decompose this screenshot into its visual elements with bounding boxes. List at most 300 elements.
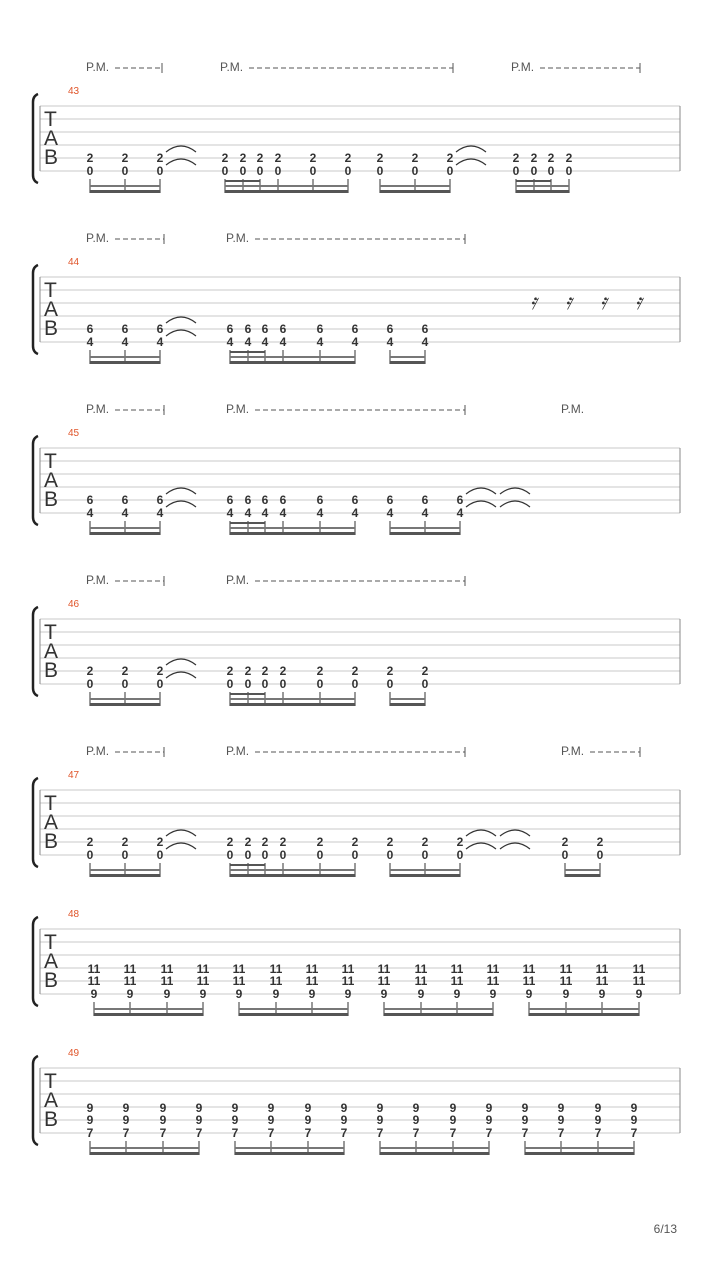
fret-number: 9 [598,987,606,1001]
fret-number: 9 [340,1101,348,1115]
fret-number: 0 [565,164,573,178]
fret-number: 11 [305,962,319,976]
fret-number: 11 [232,962,246,976]
beam-primary [90,703,160,706]
tab-note [161,962,174,1016]
fret-number: 0 [121,677,129,691]
fret-number: 4 [261,335,269,349]
fret-number: 2 [316,835,324,849]
fret-number: 9 [557,1113,565,1127]
tab-clef-letter: T [44,108,57,131]
fret-number: 0 [156,164,164,178]
beam-secondary [90,698,160,700]
beam-primary [90,532,160,535]
fret-number: 2 [316,664,324,678]
fret-number: 6 [421,322,429,336]
page-number: 6/13 [653,1222,677,1236]
tie-arc [466,843,496,849]
fret-number: 2 [351,664,359,678]
tab-note [123,1101,130,1155]
fret-number: 0 [309,164,317,178]
tab-clef-letter: A [44,1089,59,1112]
beam-sixteenth [230,864,265,866]
measure-number: 48 [68,909,80,920]
measure-number: 49 [68,1048,80,1059]
beam-primary [239,1013,348,1016]
fret-number: 9 [267,1113,275,1127]
fret-number: 11 [450,974,464,988]
fret-number: 0 [547,164,555,178]
fret-number: 0 [561,848,569,862]
fret-number: 11 [486,962,500,976]
tie-arc [500,830,530,836]
fret-number: 11 [377,974,391,988]
fret-number: 9 [126,987,134,1001]
beam-primary [94,1013,203,1016]
rest-symbol: 𝄿 [530,290,537,315]
fret-number: 6 [351,322,359,336]
fret-number: 2 [239,151,247,165]
fret-number: 0 [351,677,359,691]
fret-number: 2 [530,151,538,165]
fret-number: 11 [486,974,500,988]
fret-number: 11 [160,962,174,976]
beam-primary [380,1152,489,1155]
fret-number: 9 [525,987,533,1001]
fret-number: 7 [630,1126,638,1140]
fret-number: 11 [87,974,101,988]
tab-note [197,962,210,1016]
fret-number: 0 [316,677,324,691]
fret-number: 2 [86,151,94,165]
fret-number: 0 [156,677,164,691]
tie-arc [466,488,496,494]
rest-symbol: 𝄿 [635,290,642,315]
fret-number: 9 [594,1101,602,1115]
fret-number: 6 [226,322,234,336]
fret-number: 11 [632,974,646,988]
fret-number: 2 [86,664,94,678]
beam-sixteenth [225,180,260,182]
beam-primary [390,532,460,535]
fret-number: 11 [123,974,137,988]
fret-number: 4 [156,335,164,349]
beam-primary [225,190,348,193]
fret-number: 9 [159,1113,167,1127]
fret-number: 11 [595,974,609,988]
tab-clef-letter: A [44,127,59,150]
fret-number: 9 [562,987,570,1001]
fret-number: 11 [341,974,355,988]
beam-secondary [225,185,348,187]
beam-primary [230,361,355,364]
tab-note [522,1101,529,1155]
tab-note [268,1101,275,1155]
tab-note [523,962,536,1016]
fret-number: 0 [244,677,252,691]
fret-number: 2 [596,835,604,849]
tab-note [87,1101,94,1155]
measure-number: 47 [68,770,80,781]
fret-number: 11 [595,962,609,976]
fret-number: 9 [376,1101,384,1115]
beam-sixteenth [516,180,551,182]
tie-arc [166,159,196,165]
fret-number: 11 [559,974,573,988]
fret-number: 0 [274,164,282,178]
fret-number: 2 [547,151,555,165]
beam-secondary [384,1008,493,1010]
fret-number: 6 [261,493,269,507]
fret-number: 9 [344,987,352,1001]
beam-secondary [90,185,160,187]
fret-number: 6 [226,493,234,507]
tab-clef-letter: A [44,469,59,492]
tab-note [305,1101,312,1155]
fret-number: 2 [421,664,429,678]
fret-number: 6 [121,493,129,507]
fret-number: 9 [159,1101,167,1115]
beam-secondary [94,1008,203,1010]
fret-number: 0 [411,164,419,178]
fret-number: 9 [231,1113,239,1127]
fret-number: 2 [351,835,359,849]
fret-number: 0 [386,677,394,691]
tab-note [124,962,137,1016]
fret-number: 6 [316,493,324,507]
fret-number: 9 [453,987,461,1001]
fret-number: 11 [160,974,174,988]
tie-arc [166,659,196,665]
fret-number: 0 [86,848,94,862]
tab-system-48 [33,909,680,1016]
fret-number: 2 [244,664,252,678]
beam-primary [390,703,425,706]
fret-number: 9 [90,987,98,1001]
tie-arc [166,830,196,836]
fret-number: 2 [226,664,234,678]
beam-secondary [525,1147,634,1149]
palm-mute-label: P.M. [226,744,250,758]
fret-number: 9 [304,1113,312,1127]
fret-number: 2 [386,835,394,849]
tab-clef-letter: B [44,1108,59,1131]
fret-number: 0 [530,164,538,178]
fret-number: 2 [376,151,384,165]
fret-number: 4 [226,335,234,349]
beam-secondary [390,527,460,529]
fret-number: 4 [156,506,164,520]
fret-number: 4 [351,335,359,349]
fret-number: 0 [261,848,269,862]
fret-number: 11 [196,974,210,988]
fret-number: 4 [226,506,234,520]
fret-number: 4 [421,506,429,520]
fret-number: 9 [380,987,388,1001]
tab-note [595,1101,602,1155]
tab-system-46 [33,573,680,706]
beam-secondary [239,1008,348,1010]
tab-note [596,962,609,1016]
palm-mute-label: P.M. [226,573,250,587]
tab-note [451,962,464,1016]
system-bracket [33,917,38,1006]
fret-number: 7 [231,1126,239,1140]
fret-number: 9 [376,1113,384,1127]
tie-arc [456,159,486,165]
fret-number: 9 [417,987,425,1001]
system-bracket [33,436,38,525]
beam-secondary [380,185,450,187]
fret-number: 4 [121,506,129,520]
beam-secondary [230,869,355,871]
fret-number: 11 [196,962,210,976]
tie-arc [466,830,496,836]
fret-number: 11 [559,962,573,976]
measure-number: 44 [68,257,80,268]
fret-number: 11 [377,962,391,976]
tab-clef-letter: T [44,450,57,473]
tie-arc [166,146,196,152]
fret-number: 2 [279,835,287,849]
tab-note [486,1101,493,1155]
fret-number: 2 [221,151,229,165]
fret-number: 9 [195,1113,203,1127]
palm-mute-label: P.M. [220,60,244,74]
beam-primary [529,1013,639,1016]
fret-number: 7 [267,1126,275,1140]
fret-number: 2 [411,151,419,165]
tie-arc [166,330,196,336]
beam-primary [90,361,160,364]
beam-secondary [230,356,355,358]
tab-clef-letter: B [44,969,59,992]
system-bracket [33,778,38,867]
fret-number: 0 [316,848,324,862]
fret-number: 9 [235,987,243,1001]
fret-number: 4 [351,506,359,520]
beam-primary [230,532,355,535]
fret-number: 6 [421,493,429,507]
fret-number: 0 [261,677,269,691]
fret-number: 7 [86,1126,94,1140]
beam-secondary [230,698,355,700]
tab-system-45 [33,402,680,535]
tab-note [450,1101,457,1155]
beam-secondary [529,1008,639,1010]
fret-number: 0 [446,164,454,178]
tab-note [378,962,391,1016]
fret-number: 4 [316,335,324,349]
fret-number: 2 [386,664,394,678]
tie-arc [466,501,496,507]
beam-secondary [516,185,569,187]
tie-arc [166,501,196,507]
tab-clef-letter: T [44,792,57,815]
tab-note [232,1101,239,1155]
beam-secondary [390,356,425,358]
tie-arc [166,488,196,494]
measure-number: 46 [68,599,80,610]
fret-number: 4 [261,506,269,520]
fret-number: 6 [156,493,164,507]
tab-system-47 [33,744,680,877]
fret-number: 9 [267,1101,275,1115]
tab-clef-letter: T [44,931,57,954]
fret-number: 4 [244,335,252,349]
measure-number: 45 [68,428,80,439]
tab-clef-letter: A [44,950,59,973]
tab-note [270,962,283,1016]
beam-primary [90,1152,199,1155]
fret-number: 2 [261,835,269,849]
fret-number: 9 [449,1101,457,1115]
fret-number: 6 [279,493,287,507]
fret-number: 6 [351,493,359,507]
fret-number: 0 [226,848,234,862]
tab-system-43 [33,60,680,193]
system-bracket [33,94,38,183]
fret-number: 9 [86,1101,94,1115]
fret-number: 9 [594,1113,602,1127]
beam-secondary [235,1147,344,1149]
system-bracket [33,265,38,354]
beam-secondary [230,527,355,529]
tab-note [487,962,500,1016]
fret-number: 2 [565,151,573,165]
fret-number: 11 [450,962,464,976]
rest-symbol: 𝄿 [565,290,572,315]
fret-number: 11 [87,962,101,976]
tab-system-44 [33,231,680,364]
fret-number: 9 [557,1101,565,1115]
fret-number: 4 [279,335,287,349]
palm-mute-label: P.M. [226,231,250,245]
fret-number: 2 [421,835,429,849]
tab-clef-letter: T [44,621,57,644]
fret-number: 2 [261,664,269,678]
system-bracket [33,607,38,696]
palm-mute-label: P.M. [561,402,585,416]
fret-number: 2 [561,835,569,849]
fret-number: 0 [386,848,394,862]
fret-number: 4 [386,506,394,520]
tab-note [88,962,101,1016]
tab-note [413,1101,420,1155]
fret-number: 6 [316,322,324,336]
fret-number: 2 [226,835,234,849]
fret-number: 0 [421,677,429,691]
fret-number: 2 [344,151,352,165]
beam-secondary [90,356,160,358]
tab-clef-letter: A [44,811,59,834]
rest-symbol: 𝄿 [600,290,607,315]
fret-number: 0 [239,164,247,178]
fret-number: 2 [156,664,164,678]
fret-number: 6 [244,322,252,336]
fret-number: 7 [159,1126,167,1140]
palm-mute-label: P.M. [86,402,110,416]
beam-sixteenth [230,522,265,524]
fret-number: 4 [86,506,94,520]
fret-number: 7 [304,1126,312,1140]
fret-number: 9 [412,1113,420,1127]
fret-number: 6 [386,322,394,336]
fret-number: 6 [86,322,94,336]
fret-number: 7 [340,1126,348,1140]
fret-number: 4 [121,335,129,349]
fret-number: 11 [522,974,536,988]
fret-number: 2 [446,151,454,165]
fret-number: 9 [449,1113,457,1127]
fret-number: 9 [122,1101,130,1115]
beam-primary [516,190,569,193]
tie-arc [500,488,530,494]
fret-number: 4 [244,506,252,520]
fret-number: 0 [512,164,520,178]
fret-number: 2 [156,835,164,849]
fret-number: 7 [557,1126,565,1140]
fret-number: 11 [269,962,283,976]
beam-primary [390,361,425,364]
fret-number: 0 [156,848,164,862]
fret-number: 6 [279,322,287,336]
beam-primary [384,1013,493,1016]
tab-system-49 [33,1048,680,1155]
fret-number: 11 [632,962,646,976]
fret-number: 2 [244,835,252,849]
tab-clef-letter: B [44,317,59,340]
fret-number: 2 [121,664,129,678]
fret-number: 4 [316,506,324,520]
fret-number: 0 [121,164,129,178]
fret-number: 6 [244,493,252,507]
fret-number: 2 [456,835,464,849]
fret-number: 11 [305,974,319,988]
fret-number: 11 [522,962,536,976]
fret-number: 0 [351,848,359,862]
fret-number: 4 [456,506,464,520]
fret-number: 9 [485,1113,493,1127]
palm-mute-label: P.M. [86,60,110,74]
fret-number: 0 [421,848,429,862]
beam-primary [380,190,450,193]
palm-mute-label: P.M. [86,744,110,758]
fret-number: 7 [485,1126,493,1140]
fret-number: 2 [156,151,164,165]
fret-number: 0 [279,677,287,691]
beam-primary [230,703,355,706]
fret-number: 11 [414,962,428,976]
fret-number: 2 [86,835,94,849]
fret-number: 0 [344,164,352,178]
fret-number: 0 [121,848,129,862]
beam-primary [525,1152,634,1155]
fret-number: 0 [226,677,234,691]
fret-number: 6 [121,322,129,336]
fret-number: 7 [412,1126,420,1140]
fret-number: 9 [412,1101,420,1115]
fret-number: 2 [309,151,317,165]
fret-number: 2 [512,151,520,165]
fret-number: 2 [121,151,129,165]
tab-clef-letter: B [44,830,59,853]
fret-number: 0 [279,848,287,862]
tab-note [306,962,319,1016]
fret-number: 0 [221,164,229,178]
fret-number: 9 [163,987,171,1001]
fret-number: 6 [86,493,94,507]
